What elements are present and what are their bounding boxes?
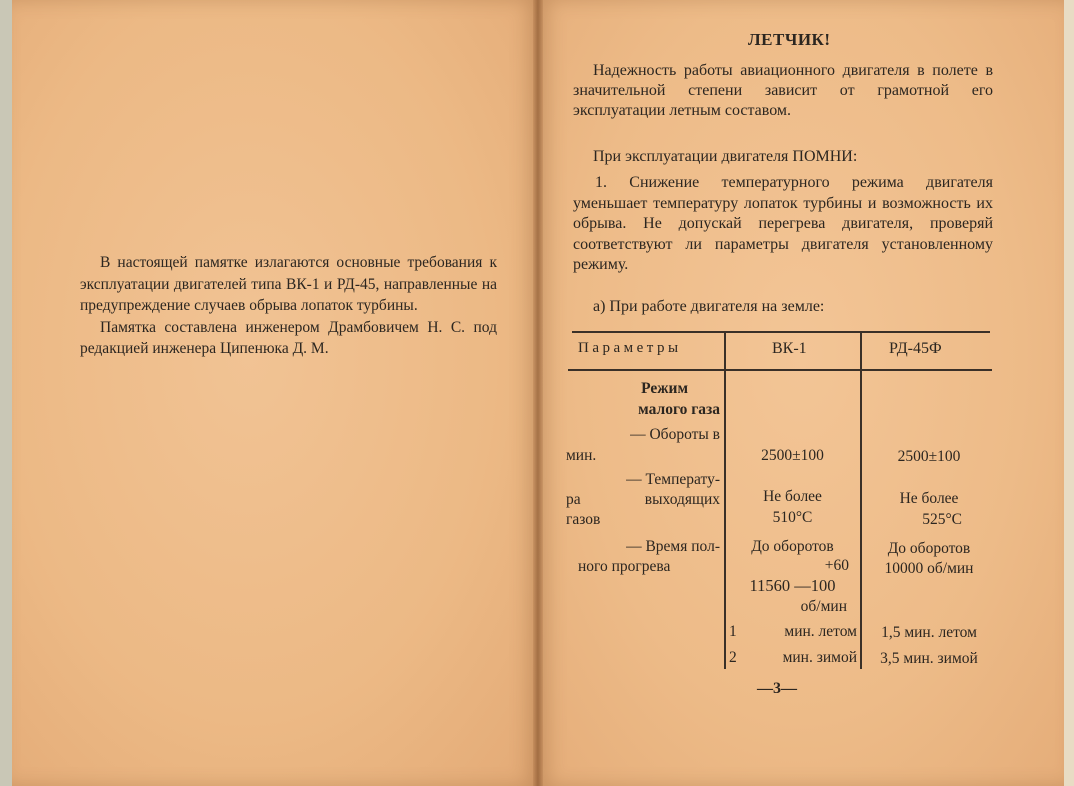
row3-vk1-summer: мин. летом xyxy=(784,623,857,640)
page-title: ЛЕТЧИК! xyxy=(748,30,831,49)
row3-vk1-summer-num: 1 xyxy=(729,623,737,640)
row2-vk1-line2: 510°С xyxy=(772,509,813,526)
row3-label-line1: — Время пол- xyxy=(626,538,720,555)
row3-vk1-line1: До оборотов xyxy=(751,538,834,555)
intro-text: Надежность работы авиационного двигателя в полете в значительной степени зависит от грамотной его эксплуатации летным составом. xyxy=(573,62,993,119)
right-outer-edge xyxy=(1064,0,1074,786)
row2-label-line3: газов xyxy=(566,511,601,528)
item-1 xyxy=(573,173,993,276)
sub-item-a: а) При работе двигателя на земле: xyxy=(593,298,825,315)
row2-label-line2b: выходящих xyxy=(644,491,720,508)
left-paragraph-purpose: В настоящей памятке излагаются основные требования к эксплуатации двигателей типа ВК-1 и РД-45, направленные на предупреждение случаев обрыва лопаток турбины. xyxy=(80,254,497,314)
intro-paragraph xyxy=(573,61,993,121)
section-title-line1: Режим xyxy=(641,380,688,397)
row2-label-line1: — Температу- xyxy=(626,471,720,488)
row2-label-line2a: ра xyxy=(566,491,581,508)
row1-rd45: 2500±100 xyxy=(897,448,961,465)
section-title-2 xyxy=(590,400,720,420)
row1-label-line2: мин. xyxy=(566,447,597,464)
row2-vk1-line1: Не более xyxy=(763,488,822,505)
left-page-text xyxy=(80,252,497,360)
row3-vk1-main: 11560 —100 xyxy=(749,576,836,595)
page-number: —3— xyxy=(757,680,797,697)
left-page xyxy=(12,0,538,786)
section-title-line2: малого газа xyxy=(638,401,720,418)
row3-rd45-line2: 10000 об/мин xyxy=(884,560,974,577)
section-title xyxy=(590,379,688,399)
row3-rd45-line1: До оборотов xyxy=(887,540,971,557)
row2-rd45-line1: Не более xyxy=(899,490,959,507)
row3-vk1-winter-num: 2 xyxy=(729,649,737,666)
item-1-text: 1. Снижение температурного режима двигателя уменьшает температуру лопаток турбины и возможность их обрыва. Не допускай перегрева двигателя, проверяй соответствуют ли параметры двигателя установленному режиму. xyxy=(573,174,993,273)
row3-rd45-winter: 3,5 мин. зимой xyxy=(880,650,978,667)
row3-vk1-winter: мин. зимой xyxy=(782,649,857,666)
table-top-rule xyxy=(572,331,990,333)
row3-vk1-tol-plus: +60 xyxy=(824,557,849,574)
remember-heading: При эксплуатации двигателя ПОМНИ: xyxy=(593,148,858,165)
left-outer-edge xyxy=(0,0,12,786)
header-parameters: Параметры xyxy=(578,340,682,356)
header-rd45: РД-45Ф xyxy=(889,340,942,357)
row3-vk1-unit: об/мин xyxy=(800,598,847,615)
table-col-divider-1 xyxy=(724,333,726,669)
left-paragraph-authors: Памятка составлена инженером Драмбовичем Н. С. под редакцией инженера Ципенюка Д. М. xyxy=(80,318,497,357)
row1-label-line1: — Обороты в xyxy=(630,426,720,443)
row3-label-line2: ного прогрева xyxy=(578,558,671,575)
row2-rd45-line2: 525°С xyxy=(922,511,962,528)
row3-rd45-summer: 1,5 мин. летом xyxy=(881,624,977,641)
binding-gutter xyxy=(533,0,543,786)
row1-vk1: 2500±100 xyxy=(761,447,824,464)
table-header-rule xyxy=(568,369,992,371)
header-vk1: ВК-1 xyxy=(772,340,807,357)
